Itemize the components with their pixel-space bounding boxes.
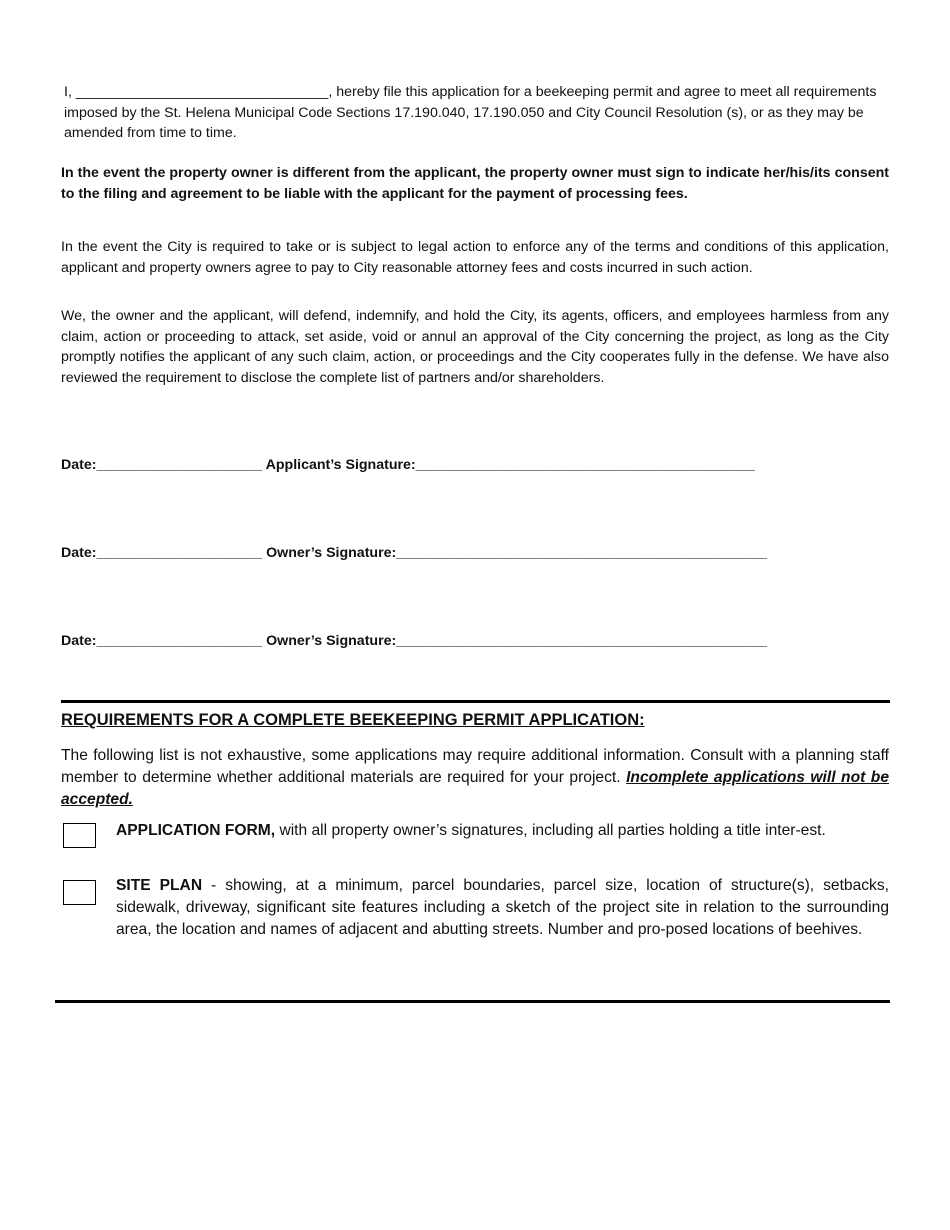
declaration-paragraph: [64, 82, 888, 144]
owner-signature-field[interactable]: _______________________________________________: [396, 545, 768, 561]
date-label: Date:: [61, 457, 97, 473]
incomplete-warning: Incomplete applications will not be accepted.: [61, 769, 890, 808]
applicant-signature-line: [61, 457, 755, 473]
date-label: Date:: [61, 545, 97, 561]
checklist-item-site-plan: [116, 875, 889, 941]
requirements-intro: [61, 745, 889, 811]
applicant-signature-field[interactable]: ___________________________________________: [415, 457, 755, 473]
date-field[interactable]: _____________________: [96, 457, 263, 473]
item-title: APPLICATION FORM,: [116, 822, 276, 839]
applicant-name-field[interactable]: ________________________________: [75, 84, 329, 100]
section-divider: [61, 700, 890, 703]
checklist-item-application-form: [116, 820, 889, 842]
date-label: Date:: [61, 633, 97, 649]
signature-label: Applicant’s Signature:: [265, 457, 416, 473]
requirements-intro-text: The following list is not exhaustive, some applications may require additional information. Consult with a planning staff member to determine whether additional materials are required for your project.: [61, 747, 889, 786]
site-plan-checkbox[interactable]: [63, 880, 96, 905]
date-field[interactable]: _____________________: [96, 545, 263, 561]
item-title: SITE PLAN: [116, 877, 203, 894]
requirements-heading: REQUIREMENTS FOR A COMPLETE BEEKEEPING PERMIT APPLICATION:: [61, 711, 645, 729]
signature-label: Owner’s Signature:: [266, 633, 397, 649]
legal-action-paragraph: In the event the City is required to take or is subject to legal action to enforce any of the terms and conditions of this application, applicant and property owners agree to pay to City reasonable attorney fees and costs incurred in such action.: [61, 239, 889, 276]
owner-consent-note: In the event the property owner is different from the applicant, the property owner must sign to indicate her/his/its consent to the filing and agreement to be liable with the applicant for the payment of processing fees.: [61, 165, 889, 202]
item-text: with all property owner’s signatures, including all parties holding a title inter-est.: [275, 822, 826, 839]
indemnify-paragraph: We, the owner and the applicant, will defend, indemnify, and hold the City, its agents, officers, and employees harmless from any claim, action or proceeding to attack, set aside, void or annul an approval of the City concerning the project, as long as the City promptly notifies the applicant of any such claim, action, or proceedings and the City cooperates fully in the defense. We have also reviewed the requirement to disclose the complete list of partners and/or shareholders.: [61, 308, 889, 386]
declaration-prefix: I,: [64, 84, 76, 100]
section-divider: [55, 1000, 890, 1003]
owner-signature-field[interactable]: _______________________________________________: [396, 633, 768, 649]
declaration-text: , hereby file this application for a beekeeping permit and agree to meet all requirements imposed by the St. Helena Municipal Code Sections 17.190.040, 17.190.050 and City Council Resolution (s), or as they may be amended from time to time.: [64, 84, 877, 142]
date-field[interactable]: _____________________: [96, 633, 263, 649]
item-text: - showing, at a minimum, parcel boundaries, parcel size, location of structure(s), setbacks, sidewalk, driveway, significant site features including a sketch of the project site in relation to the surrounding area, the location and names of adjacent and abutting streets. Number and pro-posed locations of beehives.: [116, 877, 889, 938]
owner-signature-line: [61, 545, 767, 561]
signature-label: Owner’s Signature:: [266, 545, 397, 561]
owner-signature-line: [61, 633, 767, 649]
application-form-checkbox[interactable]: [63, 823, 96, 848]
